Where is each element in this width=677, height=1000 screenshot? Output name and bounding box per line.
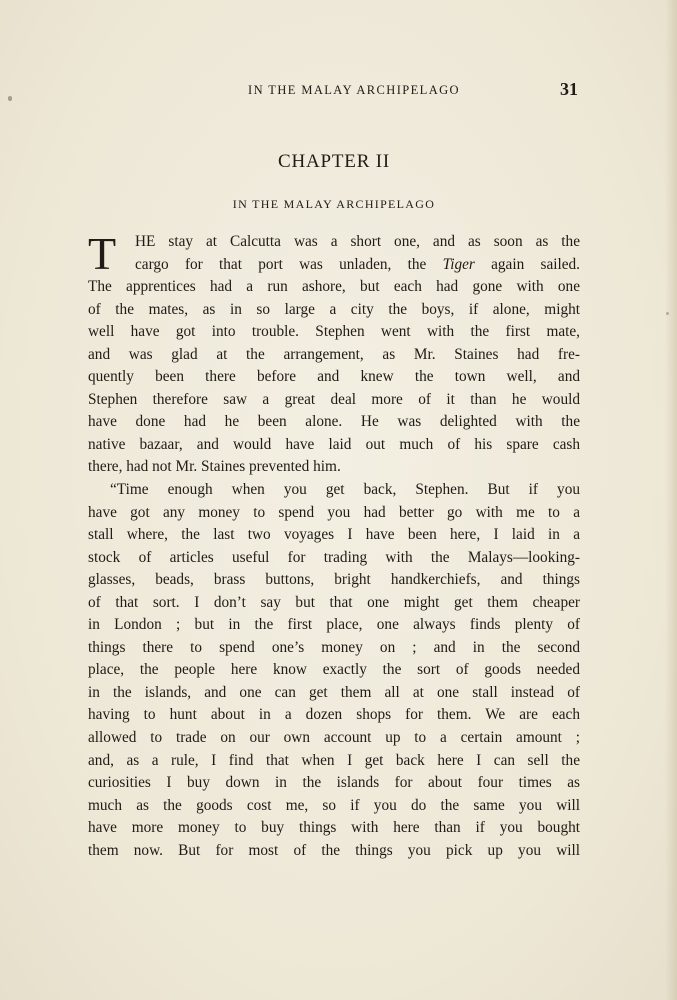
ship-name: Tiger (442, 255, 475, 273)
chapter-heading: CHAPTER II (278, 151, 390, 172)
paragraph-2 (88, 479, 580, 862)
chapter-title: IN THE MALAY ARCHIPELAGO (232, 197, 436, 211)
text-line: allowed to trade on our own account up to a certain amount ; (88, 729, 580, 747)
page-edge-shadow (665, 0, 677, 1000)
drop-cap: T (88, 228, 117, 279)
text-line: HE stay at Calcutta was a short one, and as soon as the (135, 233, 580, 250)
text-line: stall where, the last two voyages I have been here, I laid in a (88, 526, 580, 544)
text-run: cargo for that port was unladen, the (135, 255, 443, 273)
text-line: Stephen therefore saw a great deal more of it than he would (88, 390, 580, 408)
text-line: The apprentices had a run ashore, but each had gone with one (88, 278, 580, 296)
text-line (88, 254, 580, 277)
text-line: there, had not Mr. Staines prevented him. (88, 458, 341, 476)
text-line: glasses, beads, brass buttons, bright handkerchiefs, and things (88, 571, 580, 589)
text-line: have got any money to spend you had better go with me to a (88, 503, 580, 521)
text-line: of the mates, as in so large a city the boys, if alone, might (88, 300, 580, 318)
text-line: much as the goods cost me, so if you do the same you will (88, 796, 580, 814)
text-line: curiosities I buy down in the islands for about four times as (88, 774, 580, 792)
text-line: in the islands, and one can get them all at one stall instead of (88, 683, 580, 701)
text-line: them now. But for most of the things you pick up you will (88, 841, 580, 859)
text-line: “Time enough when you get back, Stephen. But if you (110, 481, 580, 499)
text-line: well have got into trouble. Stephen went with the first mate, (88, 323, 580, 341)
text-line: have more money to buy things with here than if you bought (88, 819, 580, 837)
running-head-title: IN THE MALAY ARCHIPELAGO (248, 83, 460, 97)
page-number: 31 (560, 79, 578, 99)
margin-speck (8, 96, 12, 101)
paragraph-1 (88, 228, 580, 479)
text-line: stock of articles useful for trading with the Malays—looking- (88, 548, 580, 566)
text-line: native bazaar, and would have laid out much of his spare cash (88, 435, 580, 453)
text-line: and was glad at the arrangement, as Mr. Staines had fre- (88, 345, 580, 363)
text-run: again sailed. (474, 255, 580, 273)
text-line: having to hunt about in a dozen shops for them. We are each (88, 706, 580, 724)
text-line: have done had he been alone. He was delighted with the (88, 413, 580, 431)
body-text (88, 228, 580, 862)
text-line: place, the people here know exactly the sort of goods needed (88, 661, 580, 679)
running-head (88, 80, 580, 102)
text-line: things there to spend one’s money on ; and in the second (88, 638, 580, 656)
text-line: in London ; but in the first place, one always finds plenty of (88, 616, 580, 634)
text-line: quently been there before and knew the town well, and (88, 368, 580, 386)
text-line: and, as a rule, I find that when I get back here I can sell the (88, 751, 580, 769)
text-line: of that sort. I don’t say but that one might get them cheaper (88, 593, 580, 611)
